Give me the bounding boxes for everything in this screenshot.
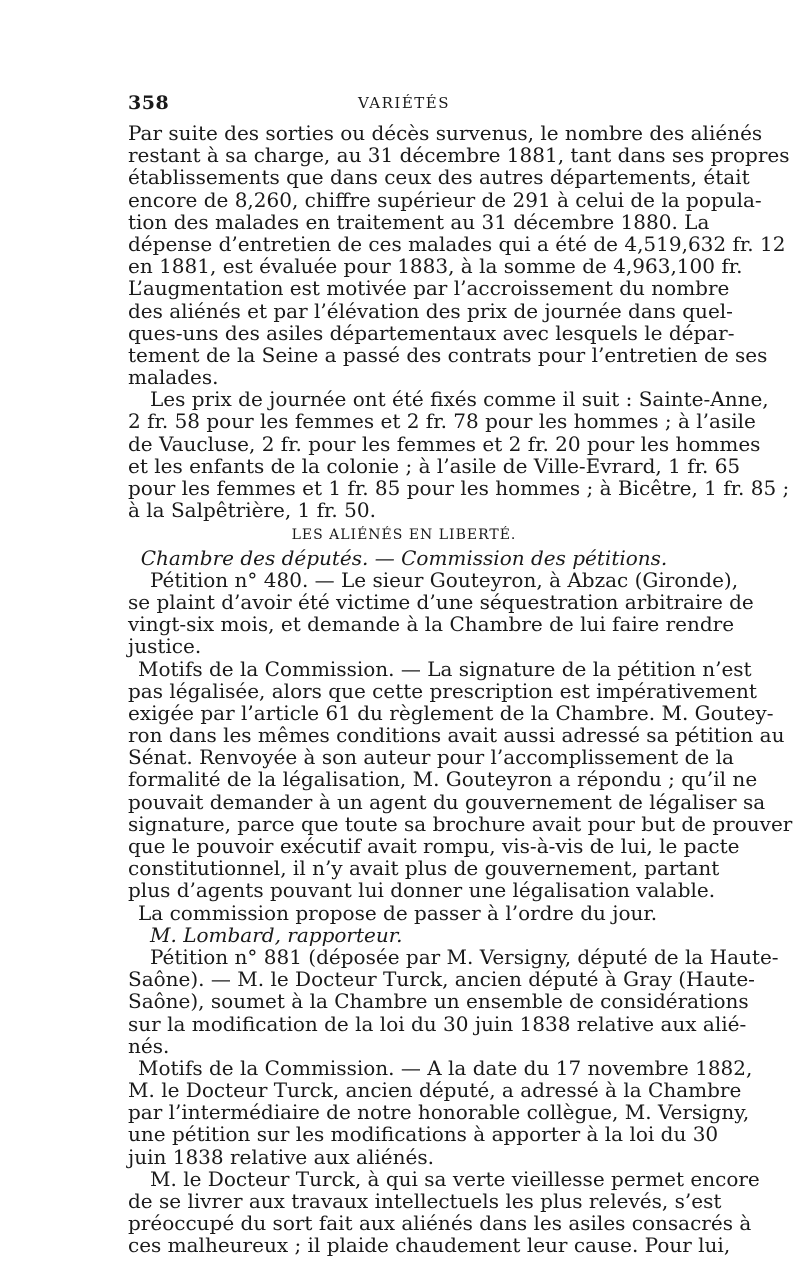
text-line: pas légalisée, alors que cette prescription est impérativement: [128, 678, 757, 703]
text-line: ques-uns des asiles départementaux avec lesquels le dépar-: [128, 320, 735, 345]
running-title: VARIÉTÉS: [357, 94, 451, 112]
text-line: ces malheureux ; il plaide chaudement leur cause. Pour lui,: [128, 1233, 731, 1258]
text-line: Saône). — M. le Docteur Turck, ancien député à Gray (Haute-: [128, 967, 755, 992]
text-line: L’augmentation est motivée par l’accroissement du nombre: [128, 276, 730, 301]
text-line: de se livrer aux travaux intellectuels les plus relevés, s’est: [128, 1189, 722, 1213]
text-line: à la Salpêtrière, 1 fr. 50.: [128, 498, 376, 523]
text-line: en 1881, est évaluée pour 1883, à la somme de 4,963,100 fr.: [128, 254, 743, 279]
text-line: signature, parce que toute sa brochure avait pour but de prouver: [128, 811, 793, 836]
text-line: justice.: [128, 634, 202, 659]
text-line: des aliénés et par l’élévation des prix de journée dans quel-: [128, 298, 733, 323]
text-line: et les enfants de la colonie ; à l’asile de Ville-Evrard, 1 fr. 65: [128, 453, 741, 478]
text-line: Sénat. Renvoyée à son auteur pour l’accomplissement de la: [128, 745, 734, 770]
text-line: tion des malades en traitement au 31 décembre 1880. La: [128, 209, 710, 234]
text-line: M. le Docteur Turck, ancien député, a adressé à la Chambre: [128, 1078, 742, 1103]
text-line: malades.: [128, 365, 219, 390]
text-line: constitutionnel, il n’y avait plus de gouvernement, partant: [128, 856, 720, 881]
text-line: pouvait demander à un agent du gouvernement de légaliser sa: [128, 789, 766, 814]
text-line: tement de la Seine a passé des contrats pour l’entretien de ses: [128, 342, 768, 367]
text-line: M. le Docteur Turck, à qui sa verte vieillesse permet encore: [150, 1166, 760, 1191]
text-line: restant à sa charge, au 31 décembre 1881, tant dans ses propres: [128, 143, 790, 168]
text-line: plus d’agents pouvant lui donner une légalisation valable.: [128, 878, 716, 903]
text-line: établissements que dans ceux des autres départements, était: [128, 165, 750, 190]
text-line: 2 fr. 58 pour les femmes et 2 fr. 78 pour les hommes ; à l’asile: [128, 409, 756, 434]
text-line: dépense d’entretien de ces malades qui a été de 4,519,632 fr. 12: [128, 231, 786, 256]
text-line: pour les femmes et 1 fr. 85 pour les hommes ; à Bicêtre, 1 fr. 85 ;: [128, 476, 790, 500]
page-header: [128, 92, 680, 122]
text-line: Les prix de journée ont été fixés comme il suit : Sainte-Anne,: [150, 387, 769, 412]
text-line: ron dans les mêmes conditions avait aussi adressé sa pétition au: [128, 723, 785, 748]
text-line: par l’intermédiaire de notre honorable collègue, M. Versigny,: [128, 1100, 750, 1125]
text-line: préoccupé du sort fait aux aliénés dans les asiles consacrés à: [128, 1211, 752, 1236]
text-line: Saône), soumet à la Chambre un ensemble de considérations: [128, 989, 749, 1014]
subsection-title: Chambre des députés. — Commission des pétitions.: [140, 545, 668, 570]
text-line: vingt-six mois, et demande à la Chambre de lui faire rendre: [128, 612, 735, 637]
text-line: Pétition n° 480. — Le sieur Gouteyron, à Abzac (Gironde),: [150, 567, 739, 592]
page-number: 358: [128, 92, 170, 114]
text-line: se plaint d’avoir été victime d’une séquestration arbitraire de: [128, 589, 754, 614]
text-line: juin 1838 relative aux aliénés.: [128, 1144, 434, 1169]
text-line: sur la modification de la loi du 30 juin 1838 relative aux alié-: [128, 1011, 747, 1036]
text-line: exigée par l’article 61 du règlement de la Chambre. M. Goutey-: [128, 700, 774, 725]
text-line: que le pouvoir exécutif avait rompu, vis-à-vis de lui, le pacte: [128, 834, 740, 858]
text-line: Motifs de la Commission. — La signature de la pétition n’est: [138, 656, 752, 681]
body-text: [128, 121, 793, 1258]
text-line: La commission propose de passer à l’ordre du jour.: [138, 900, 658, 925]
section-title: LES ALIÉNÉS EN LIBERTÉ.: [291, 527, 517, 544]
text-line: nés.: [128, 1033, 170, 1058]
text-line: formalité de la légalisation, M. Gouteyron a répondu ; qu’il ne: [128, 767, 758, 792]
text-line: de Vaucluse, 2 fr. pour les femmes et 2 fr. 20 pour les hommes: [128, 431, 761, 456]
text-line: Motifs de la Commission. — A la date du 17 novembre 1882,: [138, 1055, 753, 1080]
text-line: Par suite des sorties ou décès survenus, le nombre des aliénés: [128, 121, 763, 145]
text-line: une pétition sur les modifications à apporter à la loi du 30: [128, 1122, 719, 1147]
rapporteur-line: M. Lombard, rapporteur.: [150, 922, 403, 947]
text-line: Pétition n° 881 (déposée par M. Versigny, député de la Haute-: [150, 944, 779, 969]
text-line: encore de 8,260, chiffre supérieur de 291 à celui de la popula-: [128, 187, 762, 212]
